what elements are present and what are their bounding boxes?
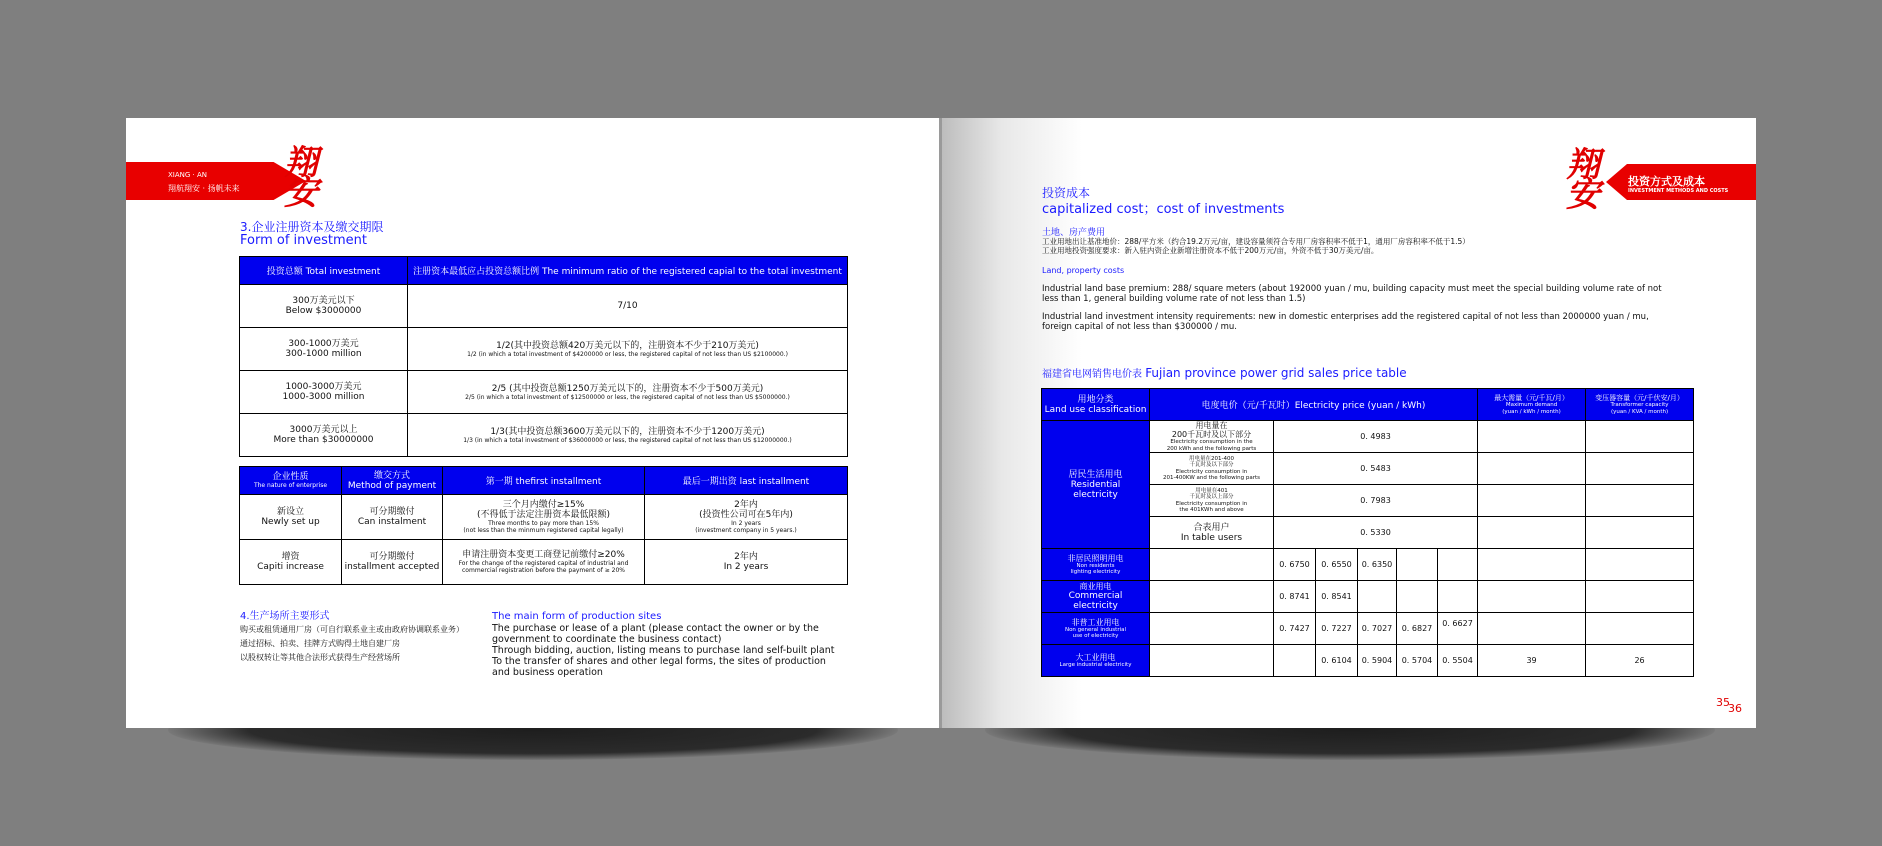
cell-empty [1586,517,1694,549]
payment-header-method [342,467,443,495]
cell-text: (not less than the minmum registered capital legally) [463,527,624,534]
investment-table [239,256,848,457]
land-title-cn: 土地、房产费用 [1042,228,1106,238]
cell-text: 新设立 [276,507,304,517]
land-line: Industrial land investment intensity requirements: new in domestic enterprises add the registered capital of not less than 2000000 yuan / mu, [1042,312,1649,322]
cell-text: 1/2(其中投资总额420万美元以下的，注册资本不少于210万美元) [496,340,759,351]
cell-text: Non general industrial [1064,626,1127,633]
cell-text: 用电量在401 [1195,487,1228,494]
table-row [240,414,848,457]
brand-name: XIANG · AN [168,171,208,179]
banner-title-en: INVESTMENT METHODS AND COSTS [1628,188,1729,194]
cell-text: Can instalment [357,517,427,527]
price-cell: 0. 6104 [1316,645,1358,677]
cell-text: Method of payment [347,480,437,491]
section4-list-cn [240,623,464,665]
cell-text: 缴交方式 [373,470,410,481]
payment-header-first: 第一期 thefirst installment [443,467,645,495]
cell-text: 2/5 (in which a total investment of $12500000 or less, the registered capital of not less than US $5000000.) [465,393,790,401]
cell-text: Commercial [1068,591,1123,601]
transformer-cell: 26 [1586,645,1694,677]
cell-empty [1150,645,1274,677]
brand-logo: 翔安 [284,143,318,213]
cell-text: In 2 years [731,520,761,527]
cell-empty [1586,485,1694,517]
cell-text: 千瓦时及以下部分 [1189,462,1234,468]
cell-text: the 401KWh and above [1179,507,1244,513]
list-item: 通过招标、拍卖、挂牌方式购得土地自建厂房 [240,639,400,648]
cell-text: use of electricity [1072,633,1119,639]
table-row [240,540,848,585]
investment-header-total: 投资总额 Total investment [240,257,408,285]
cell-text: 1/2 (in which a total investment of $4200000 or less, the registered capital of not less than US $2100000.) [467,350,788,358]
list-item: and business operation [492,667,603,678]
brand-slogan: 翔航翔安 · 扬帆未来 [168,184,240,193]
cell-empty [1150,581,1274,613]
residential-cn: 居民生活用电 [1068,469,1123,480]
price-cell: 0. 7027 [1358,613,1397,645]
price-cell: 0. 7983 [1274,485,1478,517]
cell-text: 3000万美元以上 [289,425,358,435]
price-cell: 0. 6627 [1438,613,1478,645]
cell-text: More than $30000000 [273,435,374,445]
cell-text: 300万美元以下 [292,296,355,306]
table-row [1042,549,1694,581]
brand-logo: 翔安 [1566,145,1600,215]
cell-text: 用电量在201-400 [1189,455,1234,462]
cell-text: 2/5 (其中投资总额1250万美元以下的，注册资本不少于500万美元) [491,383,764,394]
price-cell: 0. 7227 [1316,613,1358,645]
payment-table [239,466,848,585]
cell-text: 申请注册资本变更工商登记前缴付≥20% [462,550,625,560]
cell-empty [1478,517,1586,549]
cell-text: Newly set up [261,517,320,527]
cell-text: 可分期缴付 [369,552,415,562]
section4-title-cn: 4.生产场所主要形式 [240,611,330,622]
power-title-en: Fujian province power grid sales price table [1145,366,1407,380]
left-page [126,118,940,728]
transformer-cell [1586,613,1694,645]
price-cell: 0. 7427 [1274,613,1316,645]
list-item: government to coordinate the business contact) [492,634,722,645]
cell-text: 300-1000 million [285,349,362,359]
cell-text: Electricity consumption in [1175,468,1248,475]
header-trans-cn: 变压器容量（元/千伏安/月） [1595,394,1684,402]
cell-empty [1586,421,1694,453]
cell-text: installment accepted [344,562,440,572]
cell-text: Large industrial electricity [1059,661,1132,668]
power-title-cn: 福建省电网销售电价表 [1042,369,1142,380]
list-item: The purchase or lease of a plant (please contact the owner or by the [492,623,819,634]
land-para-1 [1042,284,1662,304]
price-cell: 0. 5704 [1397,645,1438,677]
page-number-35: 35 [1716,696,1730,709]
price-cell: 0. 4983 [1274,421,1478,453]
max-demand-cell: 39 [1478,645,1586,677]
cell-text: commercial registration before the payment of ≥ 20% [462,567,625,574]
section4-list-en [492,623,852,678]
price-cell [1397,549,1438,581]
investment-header-ratio: 注册资本最低应占投资总额比例 The minimum ratio of the registered capial to the total investment [408,257,848,285]
list-item: Through bidding, auction, listing means to purchase land self-built plant [492,645,835,656]
cell-empty [1150,549,1274,581]
cell-text: 200 kWh and the following parts [1166,445,1257,452]
section3-title-cn: 3.企业注册资本及缴交期限 [240,220,384,234]
page-number-36: 36 [1728,702,1742,715]
header-land-cn: 用地分类 [1077,394,1114,405]
price-cell: 0. 6350 [1358,549,1397,581]
cell-text: 1/3(其中投资总额3600万美元以下的，注册资本不少于1200万美元) [490,426,765,437]
right-page [942,118,1756,728]
land-line: less than 1, general building volume rate of not less than 1.5) [1042,294,1306,304]
header-land-en: Land use classification [1044,404,1147,415]
power-title [1042,365,1407,380]
cell-text: 非居民照明用电 [1067,553,1124,563]
cell-text: Capiti increase [257,562,324,572]
cell-text: 200千瓦时及以下部分 [1171,430,1252,439]
transformer-cell [1586,581,1694,613]
cell-text: For the change of the registered capital of industrial and [458,560,629,567]
transformer-cell [1586,549,1694,581]
cell-text: lighting electricity [1070,569,1121,575]
cell-text: Non residents [1076,562,1115,569]
payment-header-last: 最后一期出资 last installment [645,467,848,495]
land-para-2 [1042,312,1649,332]
cell-text: 大工业用电 [1075,652,1116,662]
land-line: 工业用地投资强度要求：新入驻内资企业新增注册资本不低于200万元/亩，外资不低于30万美元/亩。 [1042,246,1379,255]
cell-empty [1150,613,1274,645]
cell-text: 千瓦时及以上部分 [1189,494,1234,500]
land-line: 工业用地出让基准地价：288/平方米（约合19.2万元/亩，建设容量须符合专用厂房容积率不低于1，通用厂房容积率不低于1.5） [1042,237,1470,246]
cell-text: (不得低于法定注册资本最低限额) [476,510,611,520]
cell-empty [1478,453,1586,485]
table-row [1042,581,1694,613]
cell-text: 201-400KW and the following parts [1162,475,1261,481]
price-cell: 0. 5330 [1274,517,1478,549]
price-cell: 0. 8541 [1316,581,1358,613]
header-max-en2: (yuan / kWh / month) [1502,408,1561,415]
cell-text: 合表用户 [1193,522,1230,533]
section3-title-en: Form of investment [240,233,367,248]
cell-text: 1000-3000万美元 [285,382,362,392]
list-item: 购买或租赁通用厂房（可自行联系业主或由政府协调联系业务） [240,625,464,634]
cell-text: Below $3000000 [285,306,362,316]
price-cell: 0. 5504 [1438,645,1478,677]
max-demand-cell [1478,613,1586,645]
cell-text: (investment company in 5 years.) [695,527,797,534]
list-item: 以股权转让等其他合法形式获得生产经营场所 [240,653,400,662]
cell-text: 商业用电 [1079,582,1112,591]
price-cell [1438,549,1478,581]
heading-en: capitalized cost；cost of investments [1042,202,1285,217]
price-cell [1397,581,1438,613]
section4-title-en: The main form of production sites [492,611,662,622]
brand-banner [126,162,306,200]
price-cell [1438,581,1478,613]
header-trans-en2: (yuan / KVA / month) [1610,408,1669,415]
cell-text: 增资 [281,552,300,562]
table-row [240,328,848,371]
table-row [240,495,848,540]
max-demand-cell [1478,549,1586,581]
cell-text: Three months to pay more than 15% [488,520,599,527]
cell-text: 2年内 [734,552,758,562]
price-cell [1358,581,1397,613]
land-title-en: Land, property costs [1042,266,1125,275]
cell-text: The nature of enterprise [253,482,328,489]
land-line: foreign capital of not less than $300000 / mu. [1042,322,1237,332]
cell-text: In table users [1180,532,1243,543]
list-item: To the transfer of shares and other legal forms, the sites of production [492,656,826,667]
cell-text: 7/10 [617,301,638,311]
price-cell: 0. 8741 [1274,581,1316,613]
cell-text: Electricity consumption in [1175,500,1248,507]
header-max-cn: 最大需量（元/千瓦/月） [1494,394,1569,402]
cell-empty [1586,453,1694,485]
price-cell: 0. 5483 [1274,453,1478,485]
price-cell [1274,645,1316,677]
cell-text: 1/3 (in which a total investment of $36000000 or less, the registered capital of not less than US $12000000.) [463,436,792,444]
cell-text: 非普工业用电 [1071,617,1120,627]
heading-cn: 投资成本 [1042,186,1091,200]
land-lines-cn [1042,237,1470,255]
cell-text: (投资性公司可在5年内) [699,510,793,520]
cell-empty [1478,421,1586,453]
header-trans-en1: Transformer capacity [1610,402,1669,408]
header-price: 电度电价（元/千瓦时）Electricity price (yuan / kWh) [1150,389,1478,421]
cell-text: 用电量在 [1195,421,1228,430]
price-cell: 0. 6827 [1397,613,1438,645]
cell-empty [1478,485,1586,517]
cell-text: 可分期缴付 [369,507,415,517]
power-price-table [1041,388,1694,677]
land-line: Industrial land base premium: 288/ square meters (about 192000 yuan / mu, building capacity must meet the special building volume rate of not [1042,284,1662,294]
cell-text: In 2 years [723,562,769,572]
table-row [1042,613,1694,645]
cell-text: 2年内 [734,500,758,510]
table-row [1042,421,1694,453]
table-row [240,371,848,414]
residential-en1: Residential [1070,479,1121,490]
cell-text: 企业性质 [272,472,309,482]
price-cell: 0. 6750 [1274,549,1316,581]
header-max-en1: Maximum demand [1505,402,1558,408]
price-cell: 0. 5904 [1358,645,1397,677]
payment-header-nature [240,467,342,495]
cell-text: electricity [1073,601,1118,611]
max-demand-cell [1478,581,1586,613]
banner-title-cn: 投资方式及成本 [1628,175,1705,188]
residential-en2: electricity [1073,489,1118,500]
cell-text: 三个月内缴付≥15% [502,500,585,510]
cell-text: Electricity consumption in the [1170,439,1253,445]
cell-text: 1000-3000 million [282,392,365,402]
table-row [1042,645,1694,677]
cell-text: 300-1000万美元 [288,339,359,349]
price-cell: 0. 6550 [1316,549,1358,581]
table-row [240,285,848,328]
